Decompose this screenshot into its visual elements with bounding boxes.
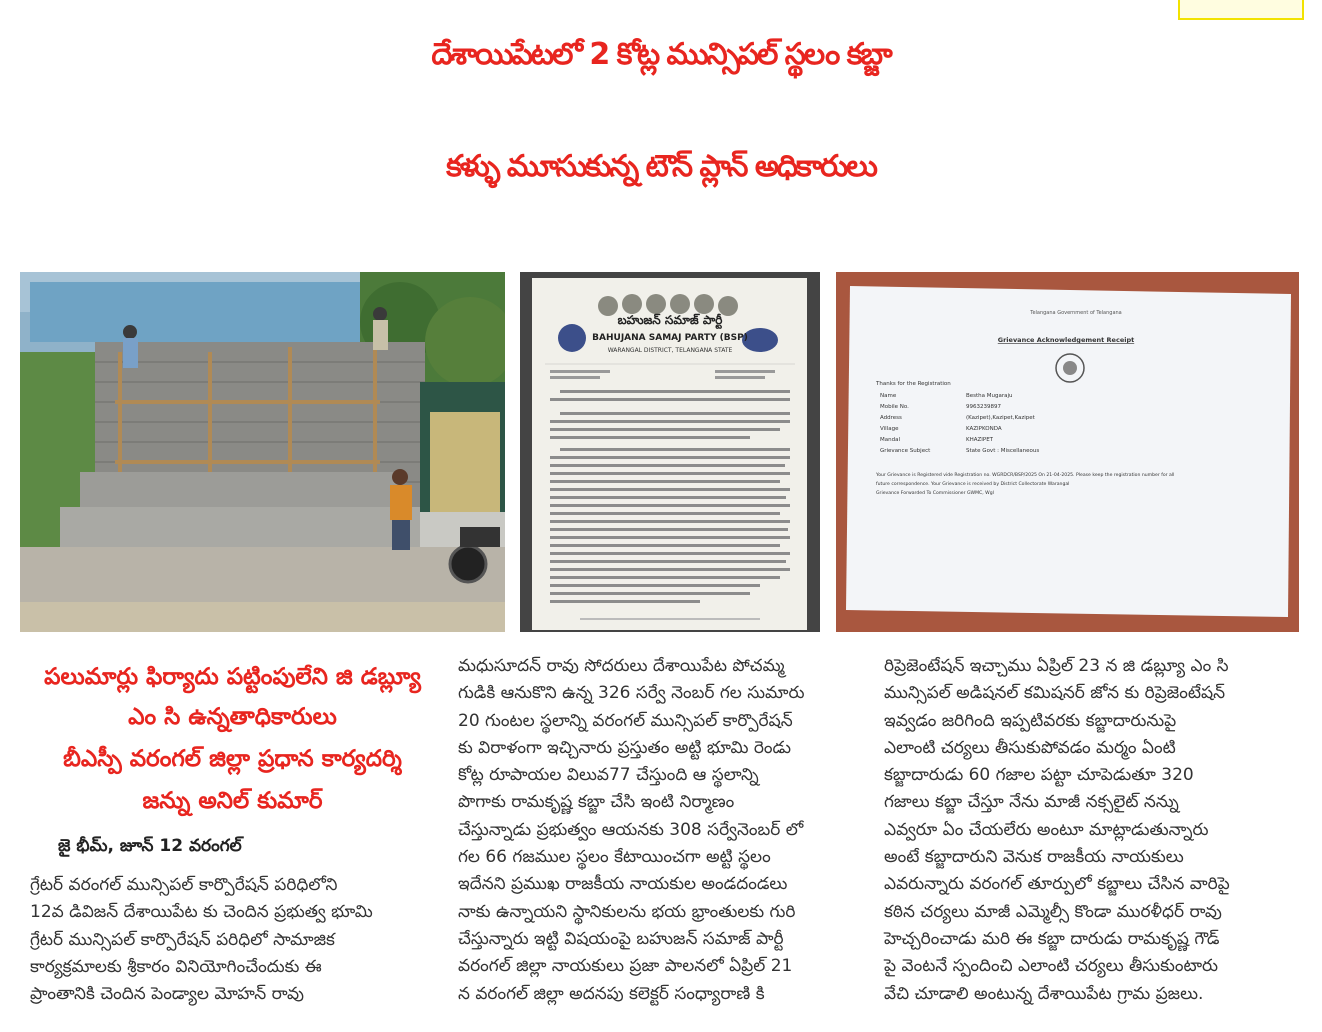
column-line: కబ్జాదారుడు 60 గజాల పట్టా చూపెడుతూ 320 <box>884 765 1194 786</box>
column-line: గజాలు కబ్జా చేస్తూ నేను మాజీ నక్సలైట్ నన్ను <box>884 792 1179 813</box>
column-line: కఠిన చర్యలు మాజీ ఎమ్మెల్సీ కొండా మురళీధర్ రావు <box>884 901 1222 922</box>
column-line: న వరంగల్ జిల్లా అదనపు కలెక్టర్ సంధ్యారాణి కి <box>458 983 765 1004</box>
column-line: 20 గుంటల స్థలాన్ని వరంగల్ మున్సిపల్ కార్పొరేషన్ <box>458 710 793 731</box>
column-line: ఎలాంటి చర్యలు తీసుకుపోవడం మర్మం ఏంటి <box>884 737 1176 758</box>
svg-text:KAZIPKONDA: KAZIPKONDA <box>966 426 1002 432</box>
column-line: గ్రేటర్ మున్సిపల్ కార్పొరేషన్ పరిధిలో సామాజిక <box>30 929 335 950</box>
svg-text:Grievance Forwarded To Commiss: Grievance Forwarded To Commissioner GWMC, Wgl <box>876 491 994 496</box>
svg-text:Grievance Subject: Grievance Subject <box>880 448 931 454</box>
svg-text:State Govt : Miscellaneous: State Govt : Miscellaneous <box>966 448 1040 454</box>
receipt-header-top: Telangana Government of Telangana <box>1030 310 1122 316</box>
column-line: పై వెంటనే స్పందించి ఎలాంటి చర్యలు తీసుకుంటారు <box>884 956 1219 977</box>
svg-text:Mandal: Mandal <box>880 437 900 443</box>
svg-text:Mobile No.: Mobile No. <box>880 404 909 410</box>
column-line: ఎవరున్నారు వరంగల్ తూర్పులో కబ్జాలు చేసిన వారిపై <box>884 874 1230 895</box>
dateline: జై భీమ్, జూన్ 12 వరంగల్ <box>58 836 242 856</box>
column-line: చేస్తున్నారు ఇట్టి విషయంపై బహుజన్ సమాజ్ పార్టీ <box>458 928 784 949</box>
column-line: గల 66 గజముల స్థలం కేటాయించగా అట్టి స్థలం <box>458 847 771 868</box>
article-column-3 <box>884 653 1230 1008</box>
construction-site-photo <box>20 272 505 632</box>
article-column-1 <box>30 872 373 1008</box>
svg-text:9963239897: 9963239897 <box>966 404 1001 410</box>
column-line: చేస్తున్నాడు ప్రభుత్వం ఆయనకు 308 సర్వేనెంబర్ లో <box>458 819 804 840</box>
column-line: కోట్ల రూపాయల విలువ77 చేస్తుంది ఆ స్థలాన్ని <box>458 765 759 786</box>
column-line: అంటే కబ్జాదారుని వెనుక రాజకీయ నాయకులు <box>884 847 1184 868</box>
svg-text:Village: Village <box>880 426 899 432</box>
receipt-intro: Thanks for the Registration <box>876 381 951 387</box>
svg-text:future correspondence. Your Gr: future correspondence. Your Grievance is received by District Collectorate Warangal <box>876 482 1070 487</box>
letter-party-telugu: బహుజన్ సమాజ్ పార్టీ <box>617 313 723 327</box>
column-line: వేచి చూడాలి అంటున్న దేశాయిపేట గ్రామ ప్రజలు. <box>884 983 1204 1004</box>
column-line: పొగాకు రామకృష్ణ కబ్జా చేసి ఇంటి నిర్మాణం <box>458 792 735 813</box>
headline-line-1: దేశాయిపేటలో 2 కోట్ల మున్సిపల్ స్థలం కబ్జా <box>431 37 891 72</box>
column-line: కు విరాళంగా ఇచ్చినారు ప్రస్తుతం అట్టి భూమి రెండు <box>458 737 791 758</box>
column-line: మధుసూదన్ రావు సోదరులు దేశాయిపేట పోచమ్మ <box>458 656 785 676</box>
column-line: ఇదేనని ప్రముఖ రాజకీయ నాయకుల అండదండలు <box>458 874 788 895</box>
column-line: కార్యక్రమాలకు శ్రీకారం వినియోగించేందుకు ఈ <box>30 956 322 977</box>
column-line: మున్సిపల్ అడిషనల్ కమిషనర్ జోన కు రిప్రెజెంటేషన్ <box>884 683 1226 704</box>
column-line: ప్రాంతానికి చెందిన పెండ్యాల మోహన్ రావు <box>30 984 304 1005</box>
column-line: ఎవ్వరూ ఏం చేయలేరు అంటూ మాట్లాడుతున్నారు <box>884 819 1209 840</box>
svg-text:(Kazipet),Kazipet,Kazipet: (Kazipet),Kazipet,Kazipet <box>966 415 1035 421</box>
column-line: 12వ డివిజన్ దేశాయిపేట కు చెందిన ప్రభుత్వ భూమి <box>30 902 373 923</box>
headline-line-2: కళ్ళు మూసుకున్న టౌన్ ప్లాన్ అధికారులు <box>446 149 876 184</box>
letter-party-english: BAHUJANA SAMAJ PARTY (BSP) <box>592 333 748 343</box>
grievance-receipt-photo <box>836 272 1299 632</box>
column-line: గుడికి ఆనుకొని ఉన్న 326 సర్వే నెంబర్ గల సుమారు <box>458 683 805 704</box>
subhead-line-2: ఎం సి ఉన్నతాధికారులు <box>128 704 337 730</box>
subhead-line-4: జన్ను అనిల్ కుమార్ <box>142 788 323 814</box>
svg-text:Name: Name <box>880 393 897 399</box>
svg-text:Your Grievance is Registered v: Your Grievance is Registered vide Registration no. WGRDCR/BSP/2025 On 21-04-2025. Please keep the registration number for all <box>876 473 1175 478</box>
corner-highlight-box <box>1178 0 1304 20</box>
column-line: గ్రేటర్ వరంగల్ మున్సిపల్ కార్పొరేషన్ పరిధిలోని <box>30 875 338 895</box>
subhead-line-1: పలుమార్లు ఫిర్యాదు పట్టింపులేని జి డబ్ల్యూ <box>44 664 421 690</box>
column-line: ఇవ్వడం జరిగింది ఇప్పటివరకు కబ్జాదారునుపై <box>884 710 1177 731</box>
bsp-letter-photo <box>520 272 820 632</box>
svg-text:KHAZIPET: KHAZIPET <box>966 437 994 443</box>
svg-text:Address: Address <box>880 415 902 421</box>
column-line: వరంగల్ జిల్లా నాయకులు ప్రజా పాలనలో ఏప్రిల్ 21 <box>458 956 793 977</box>
article-column-2 <box>458 653 804 1008</box>
column-line: హెచ్చరించాడు మరి ఈ కబ్జా దారుడు రామకృష్ణ గౌడ్ <box>884 928 1220 949</box>
receipt-title: Grievance Acknowledgement Receipt <box>997 336 1135 344</box>
column-line: రిప్రెజెంటేషన్ ఇచ్చాము ఏప్రిల్ 23 న జి డబ్ల్యూ ఎం సి <box>884 656 1229 676</box>
column-line: నాకు ఉన్నాయని స్థానికులను భయ భ్రాంతులకు గురి <box>458 901 796 922</box>
svg-text:Bestha Mugaraju: Bestha Mugaraju <box>966 393 1013 399</box>
letter-district: WARANGAL DISTRICT, TELANGANA STATE <box>607 347 733 354</box>
subhead-line-3: బీఎస్పీ వరంగల్ జిల్లా ప్రధాన కార్యదర్శి <box>63 746 402 772</box>
